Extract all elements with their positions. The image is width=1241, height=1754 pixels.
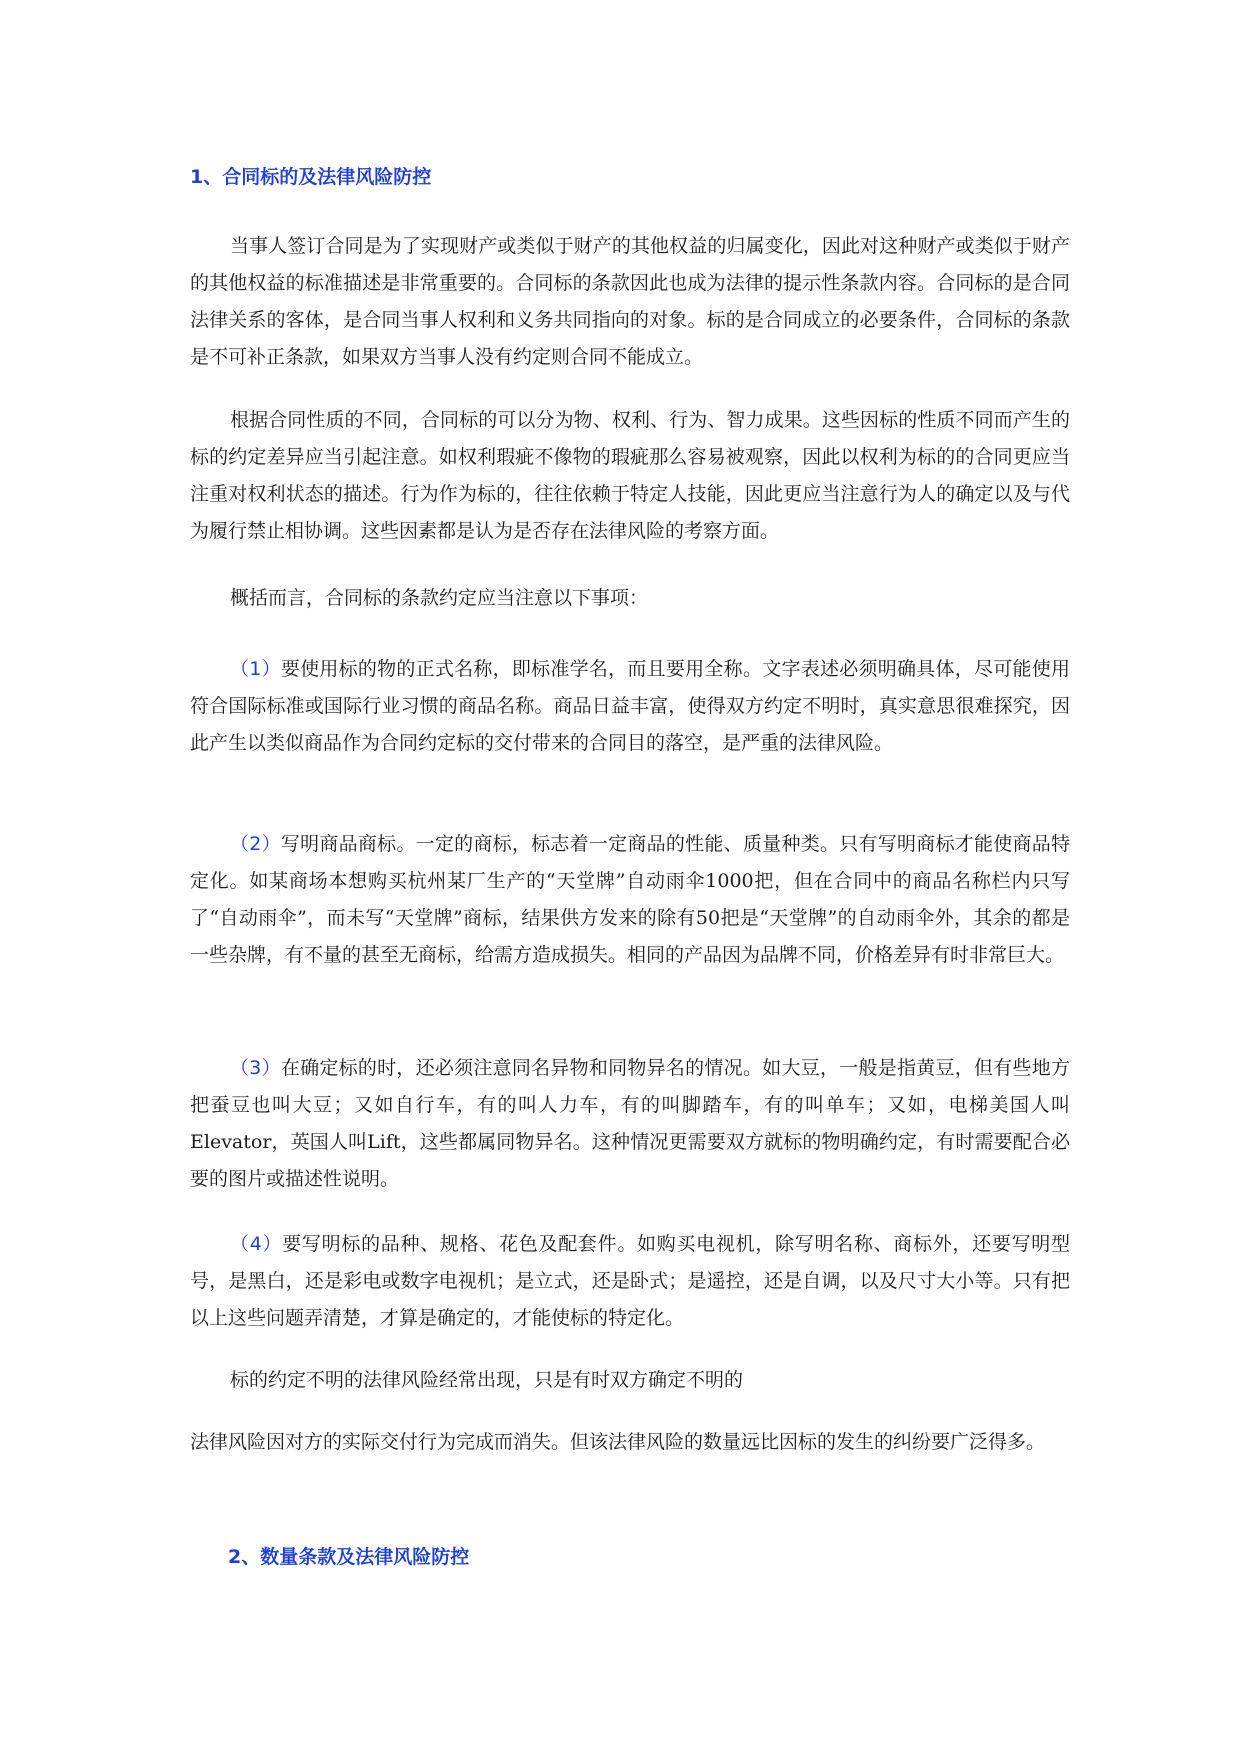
list-item-3	[190, 1050, 1070, 1198]
list-item-1	[190, 651, 1070, 762]
item-1-text: 要使用标的物的正式名称，即标准学名，而且要用全称。文字表述必须明确具体，尽可能使用符合国际标准或国际行业习惯的商品名称。商品日益丰富，使得双方约定不明时，真实意思很难探究，因此产生以类似商品作为合同约定标的交付带来的合同目的落空，是严重的法律风险。	[190, 658, 1070, 754]
paragraph-3: 概括而言，合同标的条款约定应当注意以下事项：	[230, 587, 649, 609]
list-item-2	[190, 826, 1070, 974]
paragraph-1: 当事人签订合同是为了实现财产或类似于财产的其他权益的归属变化，因此对这种财产或类似于财产的其他权益的标准描述是非常重要的。合同标的条款因此也成为法律的提示性条款内容。合同标的是合同法律关系的客体，是合同当事人权利和义务共同指向的对象。标的是合同成立的必要条件，合同标的条款是不可补正条款，如果双方当事人没有约定则合同不能成立。	[190, 235, 1070, 368]
paragraph-5: 法律风险因对方的实际交付行为完成而消失。但该法律风险的数量远比因标的发生的纠纷要广泛得多。	[190, 1431, 1046, 1453]
section-2-heading: 2、数量条款及法律风险防控	[228, 1546, 470, 1568]
paragraph-4: 标的约定不明的法律风险经常出现，只是有时双方确定不明的	[230, 1369, 744, 1391]
item-1-marker: （1）	[230, 658, 281, 680]
section-1-heading: 1、合同标的及法律风险防控	[190, 166, 432, 188]
item-4-marker: （4）	[230, 1233, 283, 1255]
item-2-marker: （2）	[230, 833, 281, 855]
item-3-text: 在确定标的时，还必须注意同名异物和同物异名的情况。如大豆，一般是指黄豆，但有些地方把蚕豆也叫大豆；又如自行车，有的叫人力车，有的叫脚踏车，有的叫单车；又如，电梯美国人叫Elevator，英国人叫Lift，这些都属同物异名。这种情况更需要双方就标的物明确约定，有时需要配合必要的图片或描述性说明。	[190, 1057, 1070, 1190]
list-item-4	[190, 1226, 1070, 1337]
paragraph-2: 根据合同性质的不同，合同标的可以分为物、权利、行为、智力成果。这些因标的性质不同而产生的标的约定差异应当引起注意。如权利瑕疵不像物的瑕疵那么容易被观察，因此以权利为标的的合同更应当注重对权利状态的描述。行为作为标的，往往依赖于特定人技能，因此更应当注意行为人的确定以及与代为履行禁止相协调。这些因素都是认为是否存在法律风险的考察方面。	[190, 409, 1070, 542]
item-2-text: 写明商品商标。一定的商标，标志着一定商品的性能、质量种类。只有写明商标才能使商品特定化。如某商场本想购买杭州某厂生产的“天堂牌”自动雨伞1000把，但在合同中的商品名称栏内只写了“自动雨伞”，而未写“天堂牌”商标，结果供方发来的除有50把是“天堂牌”的自动雨伞外，其余的都是一些杂牌，有不量的甚至无商标，给需方造成损失。相同的产品因为品牌不同，价格差异有时非常巨大。	[190, 833, 1070, 966]
item-4-text: 要写明标的品种、规格、花色及配套件。如购买电视机，除写明名称、商标外，还要写明型号，是黑白，还是彩电或数字电视机；是立式，还是卧式；是遥控，还是自调，以及尺寸大小等。只有把以上这些问题弄清楚，才算是确定的，才能使标的特定化。	[190, 1233, 1070, 1329]
item-3-marker: （3）	[230, 1057, 281, 1079]
